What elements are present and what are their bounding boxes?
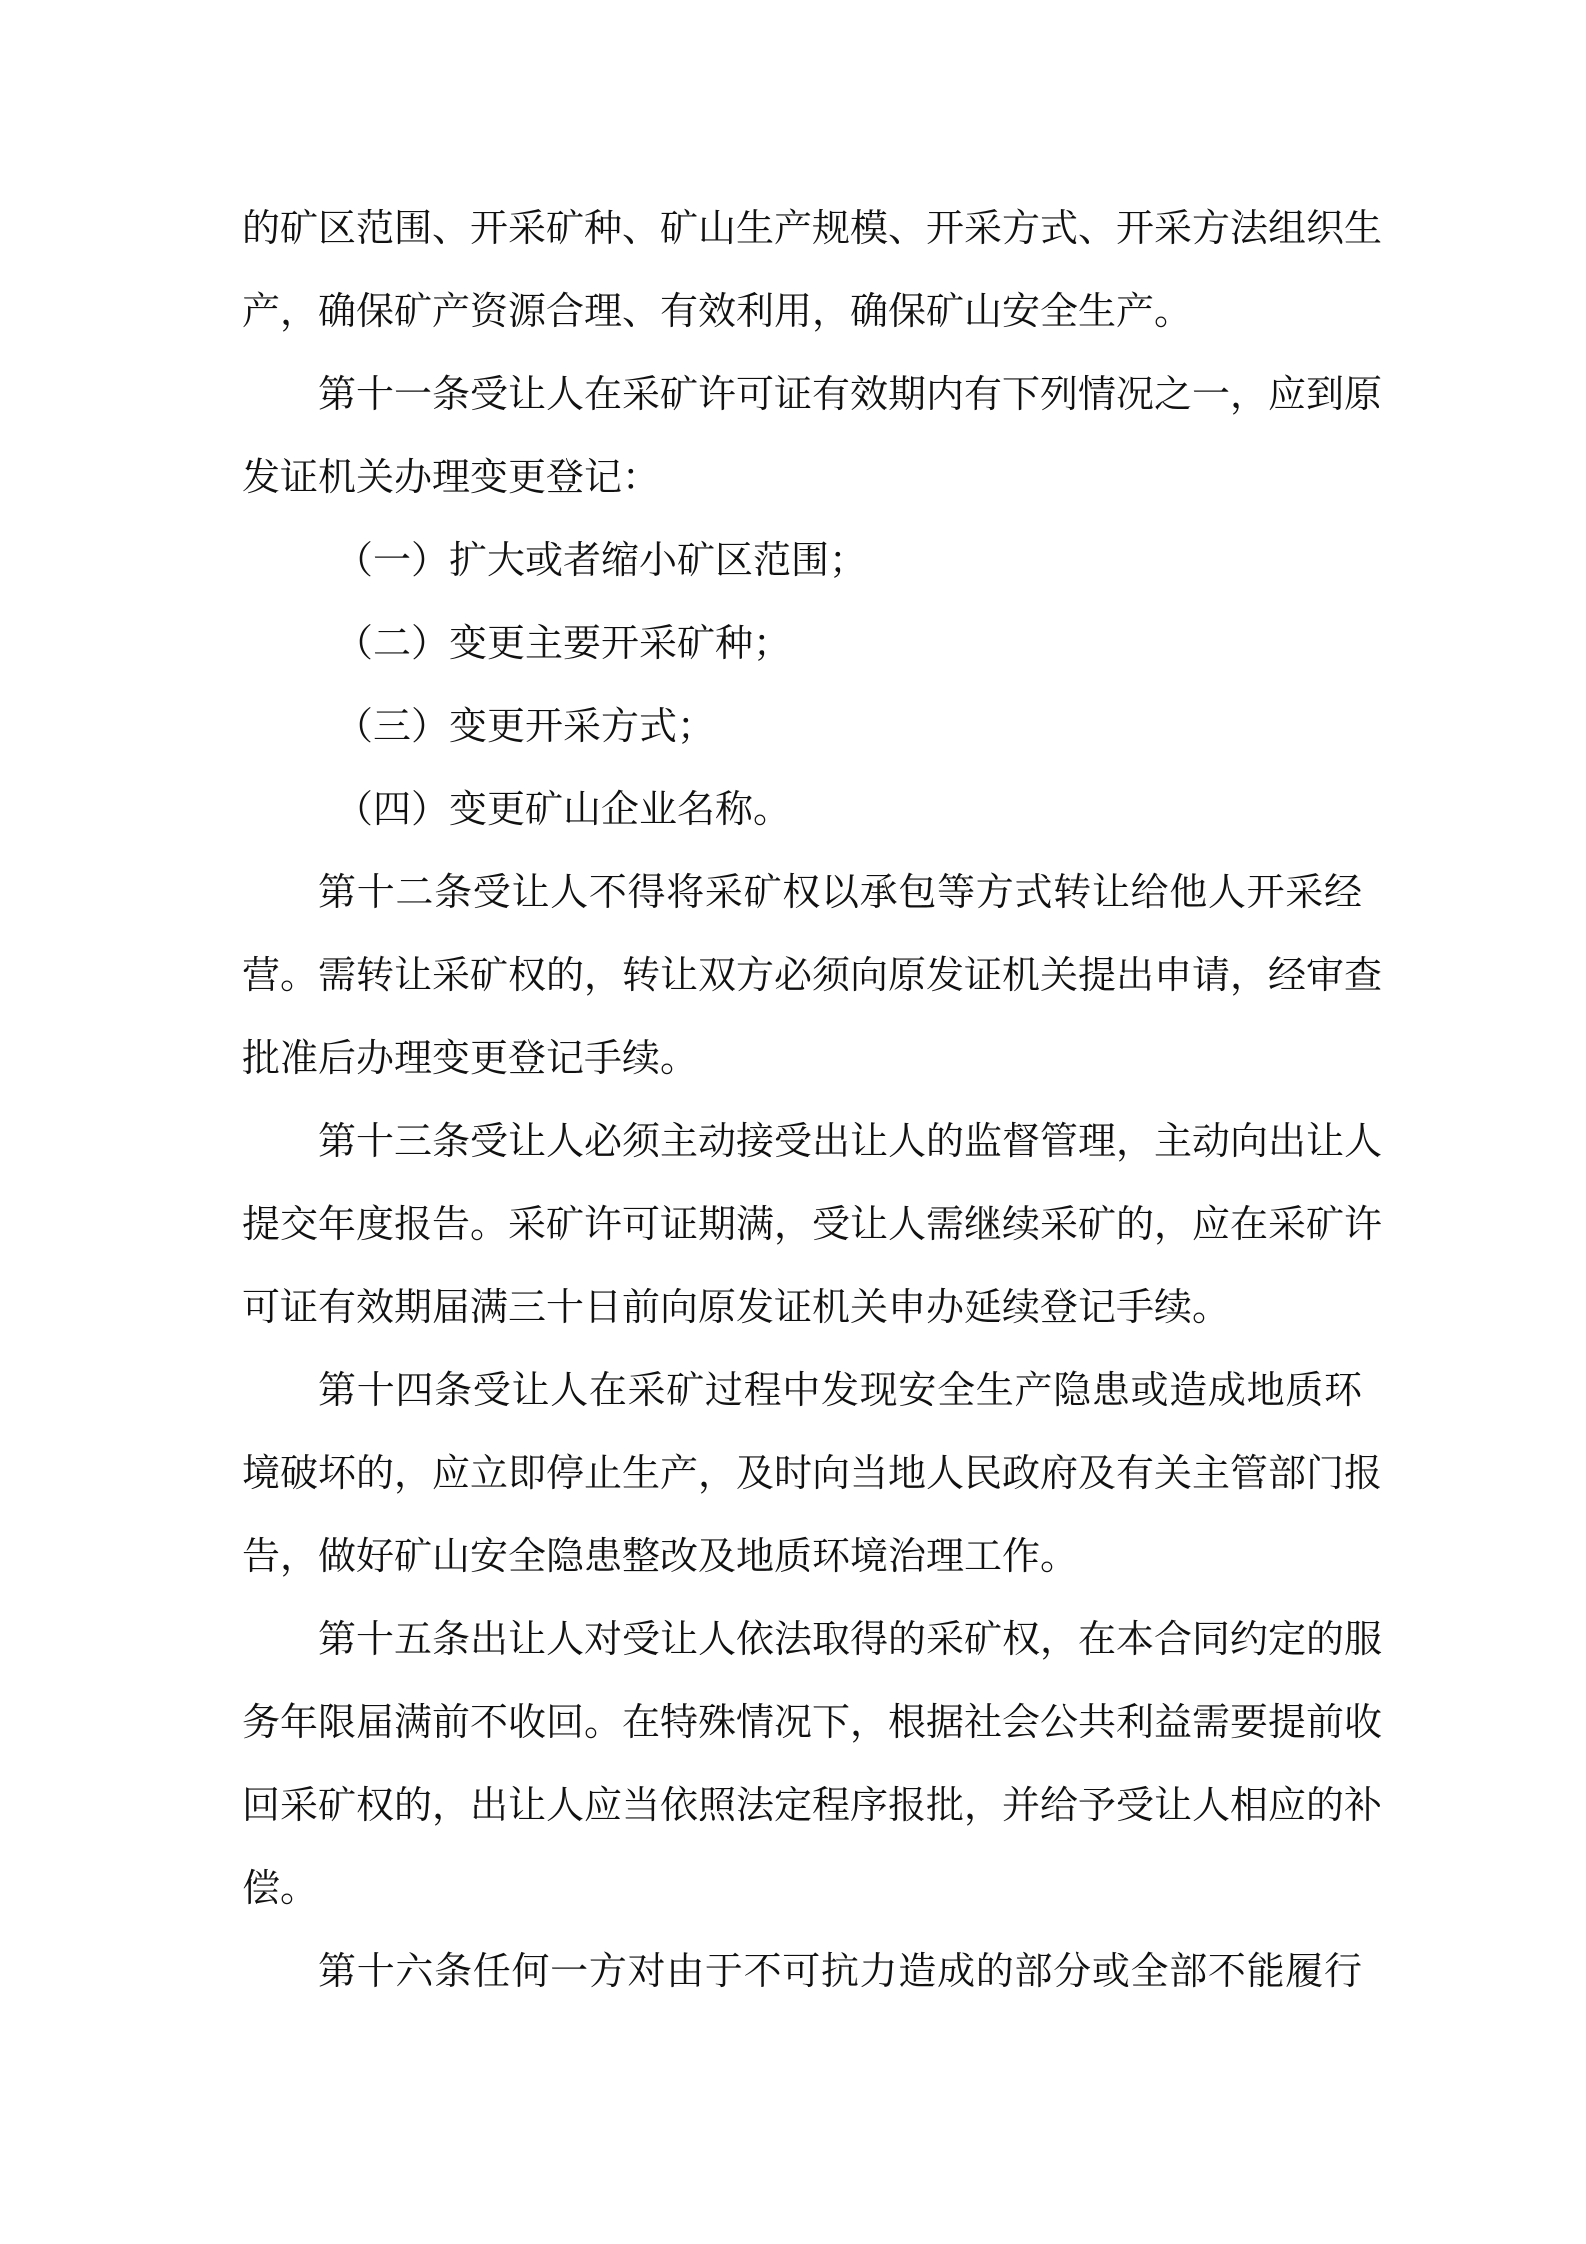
article-15-line: 回采矿权的，出让人应当依照法定程序报批，并给予受让人相应的补: [242, 1783, 1383, 1827]
list-item: （四）变更矿山企业名称。: [335, 787, 792, 831]
list-item: （一）扩大或者缩小矿区范围；: [335, 538, 868, 582]
article-12-line: 营。需转让采矿权的，转让双方必须向原发证机关提出申请，经审查: [242, 953, 1383, 997]
article-14-line: 境破坏的，应立即停止生产，及时向当地人民政府及有关主管部门报: [242, 1451, 1383, 1495]
article-13-line: 可证有效期届满三十日前向原发证机关申办延续登记手续。: [242, 1285, 1231, 1329]
paragraph-line: 产，确保矿产资源合理、有效利用，确保矿山安全生产。: [242, 289, 1193, 333]
article-15-line: 第十五条出让人对受让人依法取得的采矿权，在本合同约定的服: [318, 1617, 1383, 1661]
article-15-line: 务年限届满前不收回。在特殊情况下，根据社会公共利益需要提前收: [242, 1700, 1383, 1744]
paragraph-line: 的矿区范围、开采矿种、矿山生产规模、开采方式、开采方法组织生: [242, 206, 1383, 250]
article-16-line: 第十六条任何一方对由于不可抗力造成的部分或全部不能履行: [318, 1949, 1362, 1993]
article-15-line: 偿。: [242, 1866, 319, 1910]
article-14-line: 第十四条受让人在采矿过程中发现安全生产隐患或造成地质环: [318, 1368, 1362, 1412]
article-12-line: 第十二条受让人不得将采矿权以承包等方式转让给他人开采经: [318, 870, 1362, 914]
article-14-line: 告，做好矿山安全隐患整改及地质环境治理工作。: [242, 1534, 1079, 1578]
article-13-line: 第十三条受让人必须主动接受出让人的监督管理，主动向出让人: [318, 1119, 1383, 1163]
article-11-line: 发证机关办理变更登记：: [242, 455, 661, 499]
list-item: （二）变更主要开采矿种；: [335, 621, 792, 665]
article-12-line: 批准后办理变更登记手续。: [242, 1036, 699, 1080]
list-item: （三）变更开采方式；: [335, 704, 716, 748]
article-13-line: 提交年度报告。采矿许可证期满，受让人需继续采矿的，应在采矿许: [242, 1202, 1383, 1246]
article-11-line: 第十一条受让人在采矿许可证有效期内有下列情况之一，应到原: [318, 372, 1383, 416]
